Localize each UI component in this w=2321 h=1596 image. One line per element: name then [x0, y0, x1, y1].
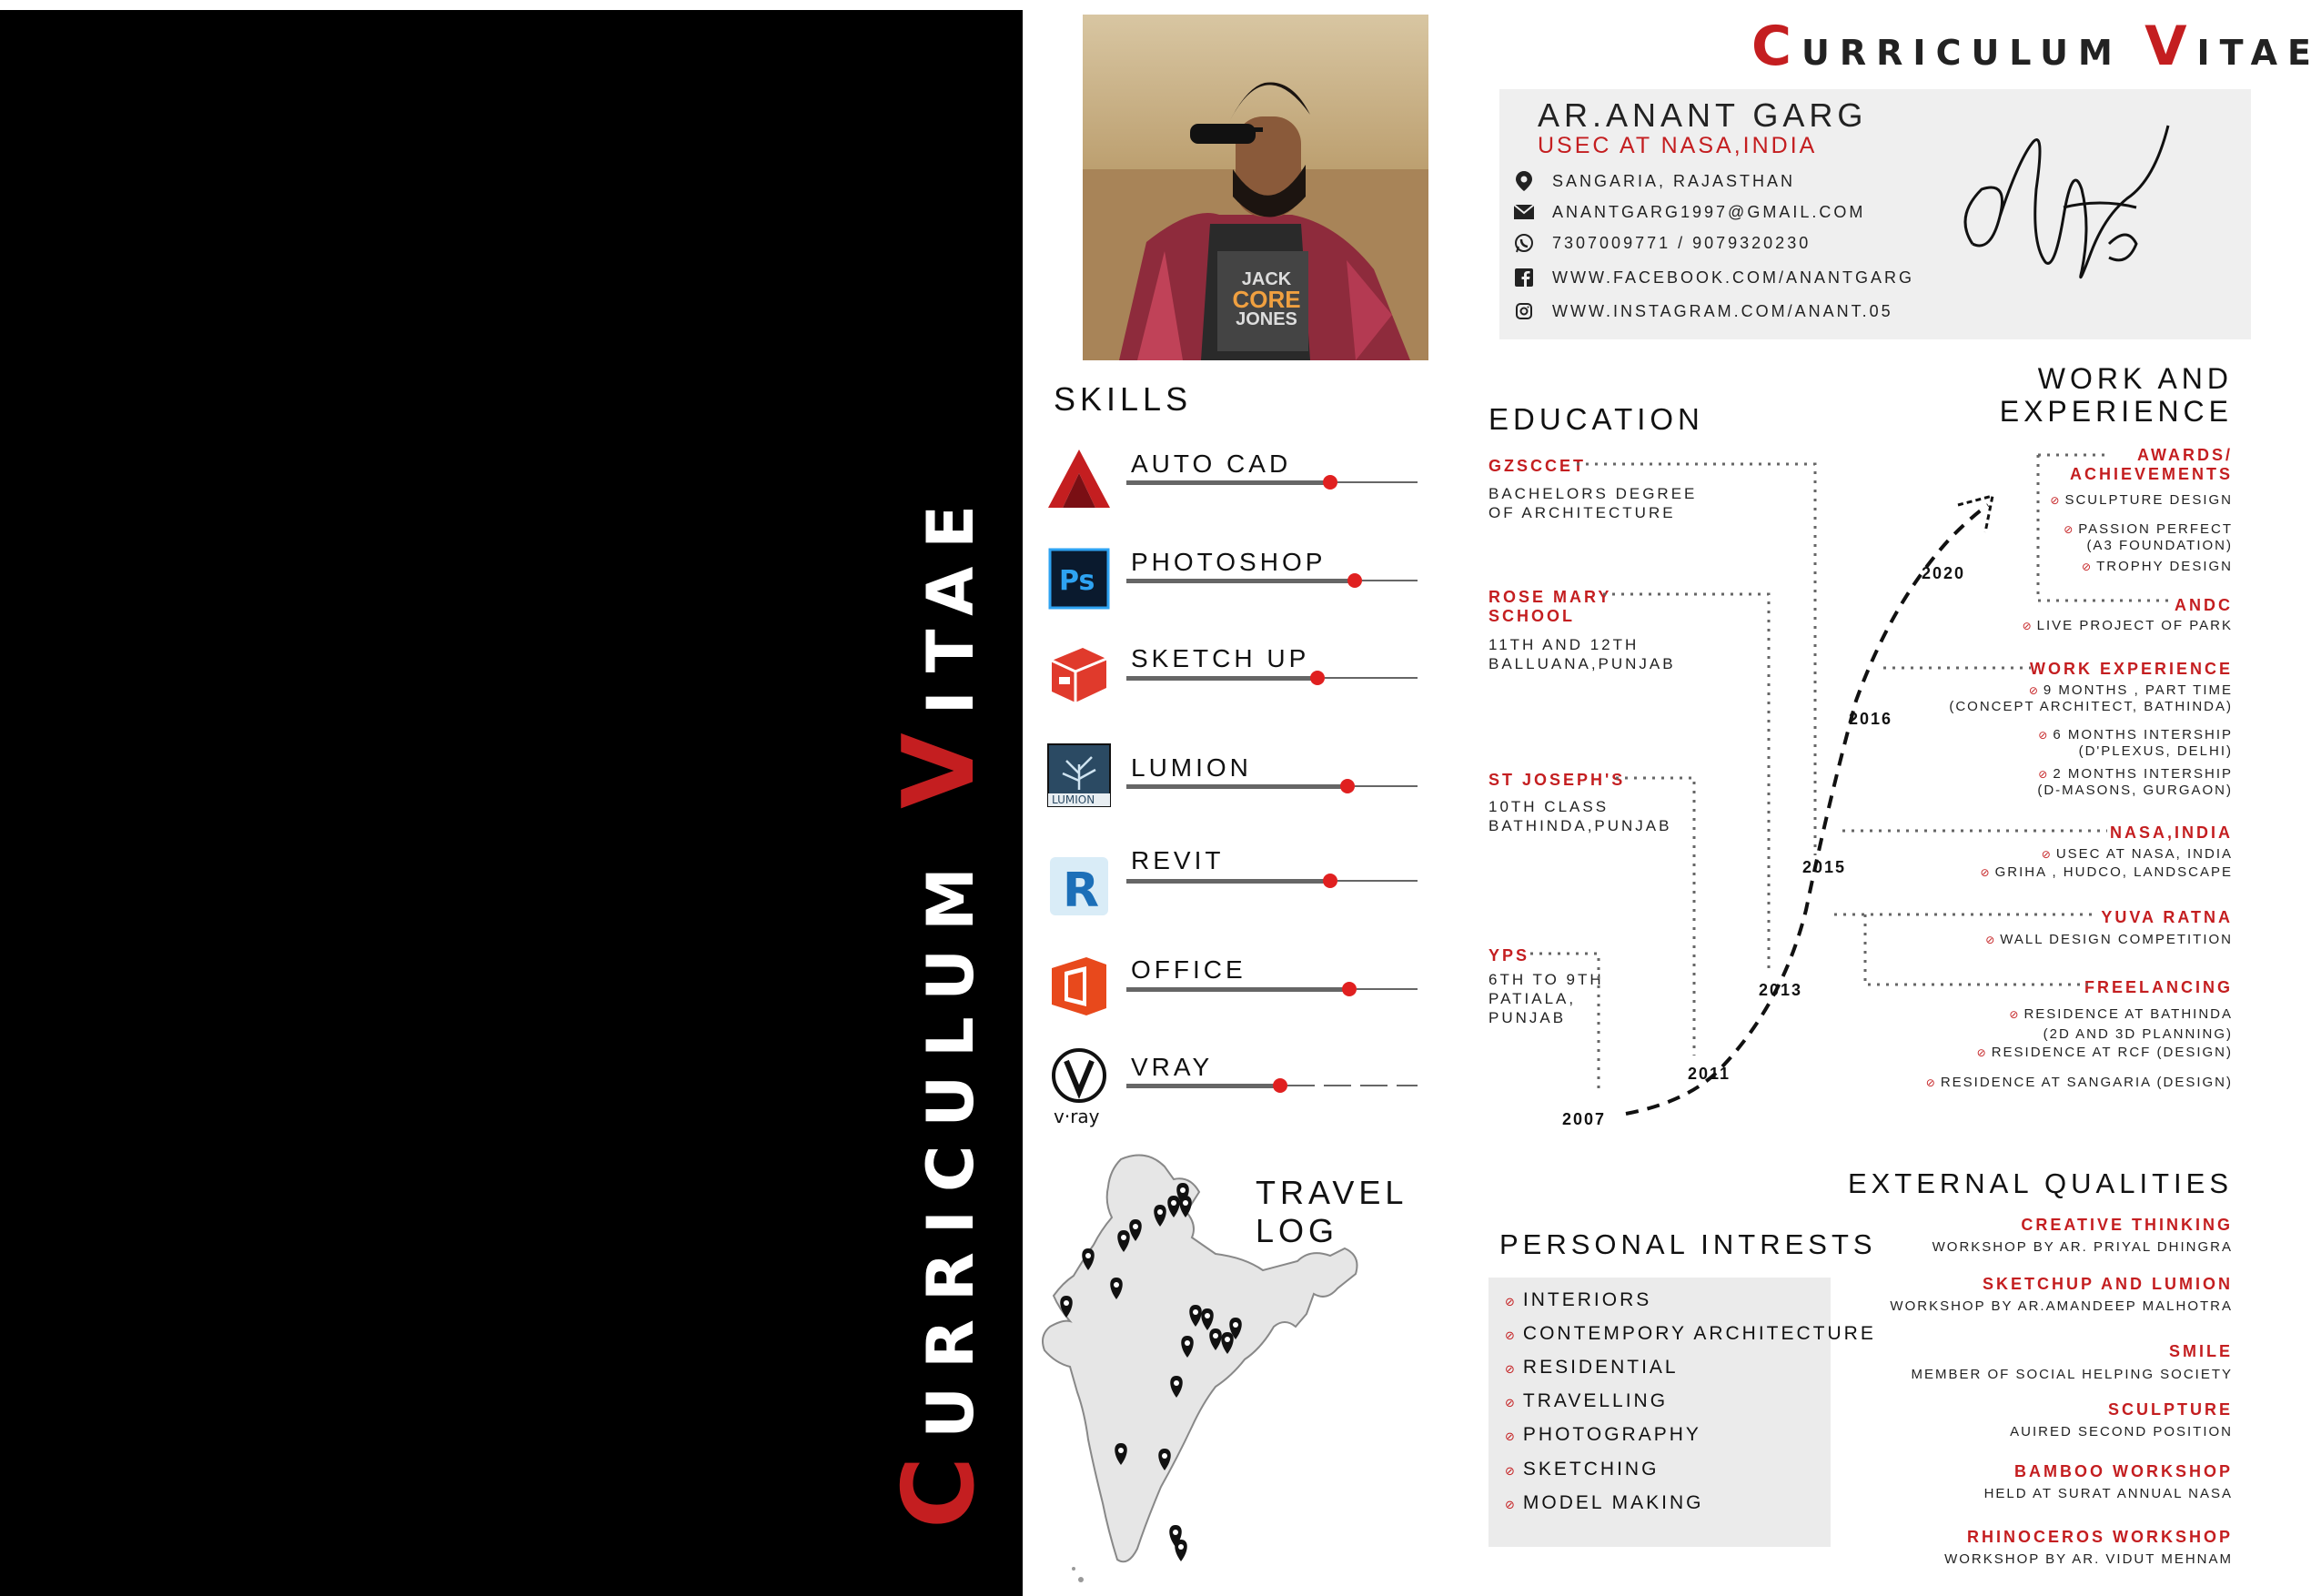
edu-institution: YPS: [1488, 946, 1530, 965]
work-item: ⊘ RESIDENCE AT BATHINDA (2D AND 3D PLANNING): [2009, 1006, 2233, 1042]
edu-institution: ST JOSEPH'S: [1488, 771, 1626, 789]
interest-item: ⊘ TRAVELLING: [1505, 1390, 1669, 1411]
skill-name: VRAY: [1131, 1053, 1214, 1081]
profile-role: USEC AT NASA,INDIA: [1538, 133, 1818, 158]
svg-text:Ps: Ps: [1059, 565, 1095, 597]
skill-level-marker: [1323, 874, 1337, 888]
map-pin-dot: [1121, 1235, 1126, 1240]
map-pin-dot: [1205, 1313, 1210, 1318]
vray-icon: [1046, 1046, 1112, 1128]
mail-icon: [1514, 202, 1534, 222]
external-subtext: WORKSHOP BY AR.AMANDEEP MALHOTRA: [1890, 1298, 2233, 1314]
skill-level-bar: [1126, 579, 1349, 583]
skill-level-bar: [1126, 784, 1342, 789]
work-item: ⊘ RESIDENCE AT SANGARIA (DESIGN): [1925, 1075, 2233, 1090]
external-subtext: HELD AT SURAT ANNUAL NASA: [1983, 1486, 2233, 1501]
skill-level-remainder: [1337, 880, 1418, 882]
map-pin-dot: [1225, 1337, 1230, 1342]
map-pin-dot: [1183, 1200, 1188, 1206]
work-group-heading: FREELANCING: [2084, 978, 2233, 996]
map-pin-dot: [1173, 1530, 1178, 1535]
edu-description: BACHELORS DEGREE OF ARCHITECTURE: [1488, 485, 1698, 521]
facebook-icon: [1514, 268, 1534, 288]
map-pin-icon: [1175, 1540, 1187, 1561]
map-pin-dot: [1193, 1309, 1198, 1315]
work-item: ⊘ LIVE PROJECT OF PARK: [2022, 618, 2233, 633]
work-item: ⊘ RESIDENCE AT RCF (DESIGN): [1976, 1045, 2233, 1060]
skill-level-remainder: [1287, 1085, 1418, 1086]
edu-description: 10TH CLASS BATHINDA,PUNJAB: [1488, 798, 1672, 834]
timeline-path: [1626, 505, 1988, 1114]
edu-description: 6TH TO 9TH PATIALA, PUNJAB: [1488, 971, 1604, 1026]
interest-item: ⊘ MODEL MAKING: [1505, 1492, 1704, 1513]
contact-phone[interactable]: 7307009771 / 9079320230: [1514, 233, 1811, 253]
timeline-year: 2020: [1922, 564, 1966, 582]
map-pin-dot: [1180, 1187, 1186, 1193]
skill-level-remainder: [1355, 785, 1418, 787]
work-group-heading: NASA,INDIA: [2109, 823, 2233, 842]
map-pin-dot: [1114, 1282, 1119, 1288]
work-connector: [1865, 914, 2088, 985]
sketchup-icon: [1046, 642, 1112, 708]
skill-name: LUMION: [1131, 753, 1252, 782]
skill-level-remainder: [1362, 580, 1418, 581]
signature-image: [1945, 107, 2182, 308]
edu-institution: ROSE MARY SCHOOL: [1488, 588, 1612, 625]
map-pin-dot: [1171, 1200, 1176, 1206]
skill-level-bar: [1126, 676, 1312, 681]
interest-item: ⊘ SKETCHING: [1505, 1459, 1660, 1480]
interest-item: ⊘ PHOTOGRAPHY: [1505, 1424, 1701, 1445]
office-icon: [1046, 954, 1112, 1019]
map-pin-dot: [1213, 1333, 1218, 1338]
external-subtext: MEMBER OF SOCIAL HELPING SOCIETY: [1911, 1367, 2233, 1382]
map-pin-dot: [1157, 1209, 1163, 1215]
external-heading: RHINOCEROS WORKSHOP: [1966, 1528, 2233, 1546]
work-item: ⊘ USEC AT NASA, INDIA: [2041, 846, 2233, 862]
contact-location: SANGARIA, RAJASTHAN: [1514, 171, 1795, 191]
work-item: ⊘ 6 MONTHS INTERSHIP (D'PLEXUS, DELHI): [2038, 727, 2233, 759]
external-heading: CREATIVE THINKING: [2021, 1216, 2233, 1234]
work-group-heading: WORK EXPERIENCE: [2029, 660, 2233, 678]
interests-title: PERSONAL INTRESTS: [1499, 1228, 1877, 1260]
profile-name: AR.ANANT GARG: [1538, 96, 1868, 134]
external-subtext: WORKSHOP BY AR. PRIYAL DHINGRA: [1932, 1239, 2233, 1255]
interest-item: ⊘ CONTEMPORY ARCHITECTURE: [1505, 1323, 1876, 1344]
timeline-year: 2007: [1562, 1110, 1607, 1128]
work-item: ⊘ PASSION PERFECT (A3 FOUNDATION): [2064, 521, 2233, 553]
map-pin-dot: [1133, 1224, 1138, 1229]
skill-level-marker: [1340, 779, 1355, 793]
work-item: ⊘ 9 MONTHS , PART TIME (CONCEPT ARCHITECT, BATHINDA): [1949, 682, 2233, 714]
skill-level-remainder: [1357, 988, 1418, 990]
external-heading: SKETCHUP AND LUMION: [1982, 1275, 2233, 1293]
autocad-icon: [1046, 446, 1112, 511]
skill-level-remainder: [1325, 677, 1418, 679]
map-pin-dot: [1178, 1544, 1184, 1550]
external-heading: SMILE: [2168, 1342, 2233, 1360]
skill-level-bar: [1126, 987, 1344, 992]
education-title: EDUCATION: [1488, 402, 1704, 436]
cover-panel: [0, 10, 1023, 1596]
timeline-year: 2016: [1849, 710, 1893, 728]
skill-level-bar: [1126, 1084, 1275, 1088]
location-icon: [1514, 171, 1534, 191]
work-group-heading: AWARDS/ ACHIEVEMENTS: [2069, 446, 2233, 483]
revit-icon: [1046, 854, 1112, 919]
skill-name: PHOTOSHOP: [1131, 548, 1327, 576]
skill-level-marker: [1310, 671, 1325, 685]
skill-level-marker: [1347, 573, 1362, 588]
map-pin-dot: [1162, 1453, 1167, 1459]
map-pin-dot: [1185, 1340, 1190, 1346]
skills-title: SKILLS: [1054, 380, 1193, 418]
map-pin-dot: [1064, 1300, 1069, 1306]
contact-card: [1499, 89, 2251, 339]
work-group-heading: YUVA RATNA: [2101, 908, 2233, 926]
timeline-year: 2015: [1802, 858, 1847, 876]
work-item: ⊘ SCULPTURE DESIGN: [2050, 492, 2233, 508]
contact-instagram[interactable]: WWW.INSTAGRAM.COM/ANANT.05: [1514, 301, 1893, 321]
external-subtext: AUIRED SECOND POSITION: [2010, 1424, 2233, 1439]
edu-description: 11TH AND 12TH BALLUANA,PUNJAB: [1488, 636, 1676, 672]
external-heading: SCULPTURE: [2107, 1400, 2233, 1419]
work-item: ⊘ TROPHY DESIGN: [2082, 559, 2233, 574]
svg-text:v·ray: v·ray: [1054, 1106, 1100, 1127]
skill-level-remainder: [1337, 481, 1418, 483]
svg-text:LUMION: LUMION: [1052, 793, 1095, 806]
whatsapp-icon: [1514, 233, 1534, 253]
skill-level-marker: [1342, 982, 1357, 996]
map-pin-dot: [1233, 1322, 1238, 1328]
travel-title: TRAVEL LOG: [1256, 1174, 1408, 1249]
skill-level-bar: [1126, 480, 1325, 485]
skill-level-bar: [1126, 879, 1325, 884]
lumion-icon: [1046, 742, 1112, 808]
work-group-heading: ANDC: [2175, 596, 2233, 614]
profile-photo: [1083, 15, 1428, 360]
map-pin-dot: [1174, 1380, 1179, 1386]
svg-text:R: R: [1063, 864, 1100, 918]
edu-institution: GZSCCET: [1488, 457, 1587, 475]
interest-item: ⊘ INTERIORS: [1505, 1289, 1652, 1310]
skill-level-marker: [1273, 1078, 1287, 1093]
external-subtext: WORKSHOP BY AR. VIDUT MEHNAM: [1944, 1551, 2233, 1567]
instagram-icon: [1514, 301, 1534, 321]
interest-item: ⊘ RESIDENTIAL: [1505, 1357, 1679, 1378]
skill-name: SKETCH UP: [1131, 644, 1310, 672]
page-title: CURRICULUM VITAE: [1751, 15, 2321, 78]
skill-name: AUTO CAD: [1131, 450, 1292, 478]
work-item: ⊘ GRIHA , HUDCO, LANDSCAPE: [1980, 864, 2233, 880]
work-item: ⊘ WALL DESIGN COMPETITION: [1985, 932, 2233, 947]
timeline-year: 2011: [1688, 1065, 1731, 1083]
shirt-print: JACK CORE JONES: [1232, 269, 1301, 329]
skill-name: OFFICE: [1131, 955, 1246, 984]
cover-title: CURRICULUM VITAE: [883, 486, 996, 1529]
external-title: EXTERNAL QUALITIES: [1847, 1167, 2233, 1199]
photoshop-icon: [1046, 546, 1112, 611]
timeline-year: 2013: [1759, 981, 1803, 999]
map-pin-dot: [1118, 1448, 1124, 1453]
contact-facebook[interactable]: WWW.FACEBOOK.COM/ANANTGARG: [1514, 268, 1914, 288]
work-item: ⊘ 2 MONTHS INTERSHIP (D-MASONS, GURGAON): [2037, 766, 2233, 798]
skill-name: REVIT: [1131, 846, 1225, 874]
map-pin-dot: [1085, 1253, 1091, 1258]
external-heading: BAMBOO WORKSHOP: [2014, 1462, 2233, 1480]
skill-level-marker: [1323, 475, 1337, 490]
contact-email[interactable]: ANANTGARG1997@GMAIL.COM: [1514, 202, 1865, 222]
timeline-arrow: [1958, 496, 1993, 532]
work-title: WORK AND EXPERIENCE: [1999, 362, 2233, 428]
interests-box: [1488, 1278, 1876, 1547]
